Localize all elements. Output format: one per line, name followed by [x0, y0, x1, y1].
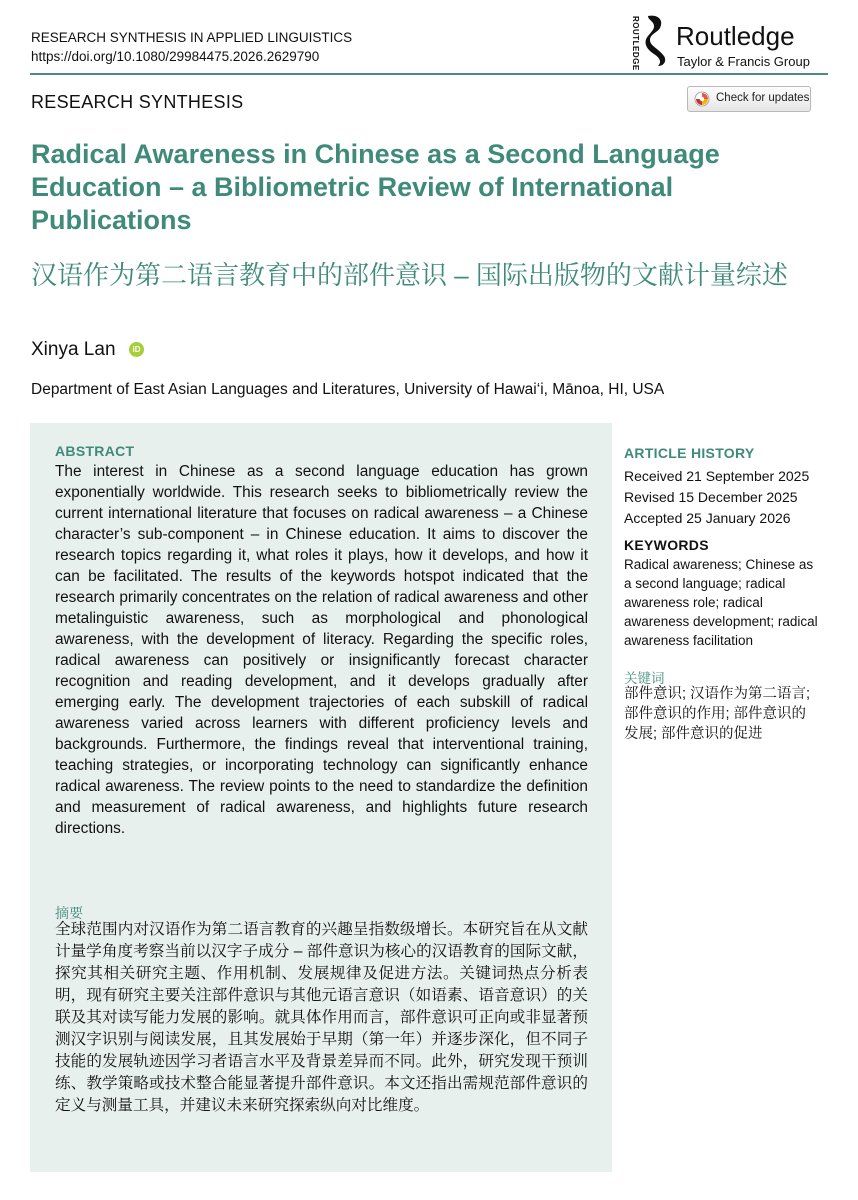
- keywords-heading: KEYWORDS: [624, 537, 709, 553]
- publisher-name: Routledge: [676, 21, 795, 51]
- publisher-logo: [626, 12, 826, 71]
- publisher-group: Taylor & Francis Group: [677, 54, 810, 69]
- chinese-keywords-heading: 关键词: [624, 671, 665, 686]
- header-rule: [30, 73, 828, 75]
- revised-date: Revised 15 December 2025: [624, 489, 798, 505]
- author-affiliation: Department of East Asian Languages and Literatures, University of Hawai‘i, Mānoa, HI, USA: [31, 381, 665, 398]
- article-history: [624, 443, 824, 529]
- chinese-abstract-text: 全球范围内对汉语作为第二语言教育的兴趣呈指数级增长。本研究旨在从文献计量学角度考察当前以汉字子成分 – 部件意识为核心的汉语教育的国际文献，探究其相关研究主题、作用机制、发展规律及促进方法。关键词热点分析表明，现有研究主要关注部件意识与其他元语言意识（如语素、语音意识）的关联及其对读写能力发展的影响。就具体作用而言，部件意识可正向或非显著预测汉字识别与阅读发展，且其发展始于早期（第一年）并逐步深化，但不同子技能的发展轨迹因学习者语言水平及背景差异而不同。此外，研究发现干预训练、教学策略或技术整合能显著提升部件意识。本文还指出需规范部件意识的定义与测量工具，并建议未来研究探索纵向对比维度。: [55, 921, 588, 1114]
- article-title-chinese: 汉语作为第二语言教育中的部件意识 – 国际出版物的文献计量综述: [31, 260, 788, 290]
- check-updates-icon: [694, 91, 710, 107]
- routledge-r-icon: [640, 12, 670, 68]
- article-type: RESEARCH SYNTHESIS: [31, 92, 244, 112]
- publisher-vertical-label: ROUTLEDGE: [631, 16, 640, 71]
- journal-name: RESEARCH SYNTHESIS IN APPLIED LINGUISTICS: [31, 30, 353, 45]
- abstract-heading: ABSTRACT: [55, 443, 135, 459]
- doi-link[interactable]: https://doi.org/10.1080/29984475.2026.2629790: [31, 49, 320, 64]
- check-updates-button[interactable]: [687, 86, 811, 112]
- accepted-date: Accepted 25 January 2026: [624, 510, 791, 526]
- orcid-icon[interactable]: iD: [129, 342, 144, 357]
- received-date: Received 21 September 2025: [624, 468, 810, 484]
- abstract-text: The interest in Chinese as a second language education has grown exponentially worldwide. This research seeks to bibliometrically review the current international literature that focuses on radical awareness – a Chinese character’s sub-component – in Chinese education. It aims to discover the research topics regarding it, what roles it plays, how it develops, and how it can be facilitated. The results of the keywords hotspot indicated that the research primarily concentrates on the relation of radical awareness and other metalinguistic awareness, such as morphological and phonological awareness, with the development of literacy. Regarding the specific roles, radical awareness can positively or insignificantly forecast character recognition and reading development, and it develops gradually after emerging early. The development trajectories of each subskill of radical awareness varied across learners with different proficiency levels and backgrounds. Furthermore, the findings reveal that interventional training, teaching strategies, or incorporating technology can significantly enhance radical awareness. The review points to the need to standardize the definition and measurement of radical awareness, and highlights future research directions.: [55, 463, 588, 837]
- chinese-keywords-list: 部件意识; 汉语作为第二语言; 部件意识的作用; 部件意识的发展; 部件意识的促进: [624, 686, 811, 742]
- chinese-abstract-heading: 摘要: [55, 905, 83, 921]
- journal-header: [31, 28, 352, 66]
- check-updates-label: Check for updates: [716, 92, 810, 104]
- article-history-heading: ARTICLE HISTORY: [624, 445, 755, 461]
- author-name[interactable]: Xinya Lan: [31, 339, 116, 360]
- keywords-list: Radical awareness; Chinese as a second language; radical awareness role; radical awareness development; radical awareness facilitation: [624, 557, 818, 648]
- article-title: Radical Awareness in Chinese as a Second Language Education – a Bibliometric Review of International Publications: [31, 139, 720, 235]
